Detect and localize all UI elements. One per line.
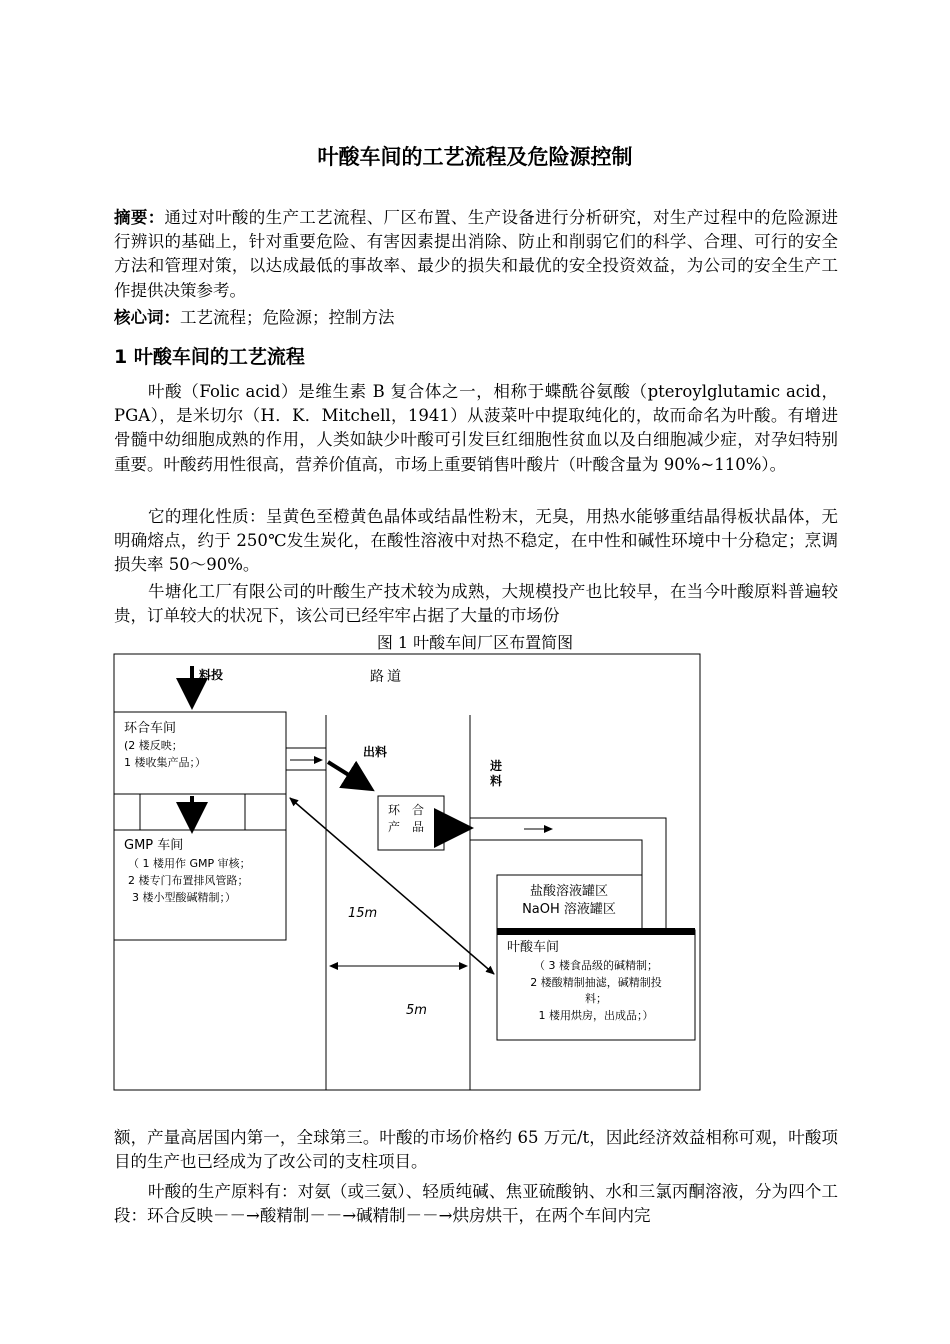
body-paragraph-3: 牛塘化工厂有限公司的叶酸生产技术较为成熟，大规模投产也比较早，在当今叶酸原料普遍较贵，订单较大的状况下，该公司已经牢牢占据了大量的市场份 (114, 582, 838, 626)
gmp-workshop-line1: （ 1 楼用作 GMP 审核； (128, 857, 251, 870)
huanhe-product-line2: 产 品 (388, 820, 425, 834)
folic-workshop-line2: 2 楼酸精制抽滤，碱精制投 (530, 976, 662, 989)
document-title: 叶酸车间的工艺流程及危险源控制 (317, 145, 633, 169)
abstract-label: 摘要： (114, 208, 165, 227)
huanhe-product-line1: 环 合 (388, 803, 425, 817)
section-heading: 1 叶酸车间的工艺流程 (114, 346, 305, 368)
out-arrow (328, 762, 368, 787)
folic-workshop-line4: 1 楼用烘房，出成品；） (538, 1009, 654, 1022)
keywords-label: 核心词： (114, 308, 180, 327)
tank-area-line1: 盐酸溶液罐区 (529, 884, 609, 899)
diagram-frame (114, 654, 700, 1090)
distance-5m-label: 5m (406, 1003, 427, 1018)
road-label: 路道 (370, 669, 404, 685)
out-label: 出料 (363, 745, 388, 759)
in-label-1: 进 (490, 759, 503, 773)
gmp-workshop-title: GMP 车间 (124, 838, 184, 853)
gmp-workshop-line2: 2 楼专门布置排风管路； (128, 874, 249, 887)
tank-area-line2: NaOH 溶液罐区 (522, 902, 616, 917)
huanhe-workshop-line2: 1 楼收集产品；） (124, 756, 206, 769)
body-paragraph-4: 额，产量高居国内第一，全球第三。叶酸的市场价格约 65 万元/t，因此经济效益相称可观，叶酸项目的生产也已经成为了改公司的支柱项目。 (114, 1128, 838, 1172)
huanhe-workshop-title: 环合车间 (124, 721, 177, 736)
folic-workshop-title: 叶酸车间 (507, 940, 560, 955)
body-paragraph-2: 它的理化性质：呈黄色至橙黄色晶体或结晶性粉末，无臭，用热水能够重结晶得板状晶体，无明确熔点，约于 250℃发生炭化，在酸性溶液中对热不稳定，在中性和碱性环境中十分稳定；烹调损失率 50～90%。 (114, 507, 838, 575)
distance-15m-label: 15m (348, 906, 378, 921)
folic-workshop-roof (497, 928, 695, 935)
folic-workshop-line3: 料； (585, 992, 607, 1005)
abstract-text: 通过对叶酸的生产工艺流程、厂区布置、生产设备进行分析研究，对生产过程中的危险源进行辨识的基础上，针对重要危险、有害因素提出消除、防止和削弱它们的科学、合理、可行的安全方法和管理对策，以达成最低的事故率、最少的损失和最优的安全投资效益，为公司的安全生产工作提供决策参考。 (114, 208, 839, 300)
feed-label: 料投 (199, 668, 224, 682)
in-label-2: 料 (490, 774, 503, 788)
keywords-text: 工艺流程；危险源；控制方法 (180, 308, 395, 327)
body-paragraph-1: 叶酸（Folic acid）是维生素 B 复合体之一，相称于蝶酰谷氨酸（pteroylglutamic acid，PGA），是米切尔（H．K．Mitchell，1941）从菠菜叶中提取纯化的，故而命名为叶酸。有增进骨髓中幼细胞成熟的作用，人类如缺少叶酸可引发巨红细胞性贫血以及白细胞减少症，对孕妇特别重要。叶酸药用性很高，营养价值高，市场上重要销售叶酸片（叶酸含量为 90%~110%）。 (114, 382, 838, 474)
huanhe-workshop-line1: (2 楼反映； (124, 739, 183, 752)
folic-workshop-line1: （ 3 楼食品级的碱精制； (534, 959, 658, 972)
figure-caption: 图 1 叶酸车间厂区布置简图 (376, 633, 574, 652)
body-paragraph-5: 叶酸的生产原料有：对氨（或三氨）、轻质纯碱、焦亚硫酸钠、水和三氯丙酮溶液，分为四个工段：环合反映－－→酸精制－－→碱精制－－→烘房烘干，在两个车间内完 (114, 1182, 838, 1226)
gmp-workshop-line3: 3 楼小型酸碱精制；） (132, 891, 236, 904)
